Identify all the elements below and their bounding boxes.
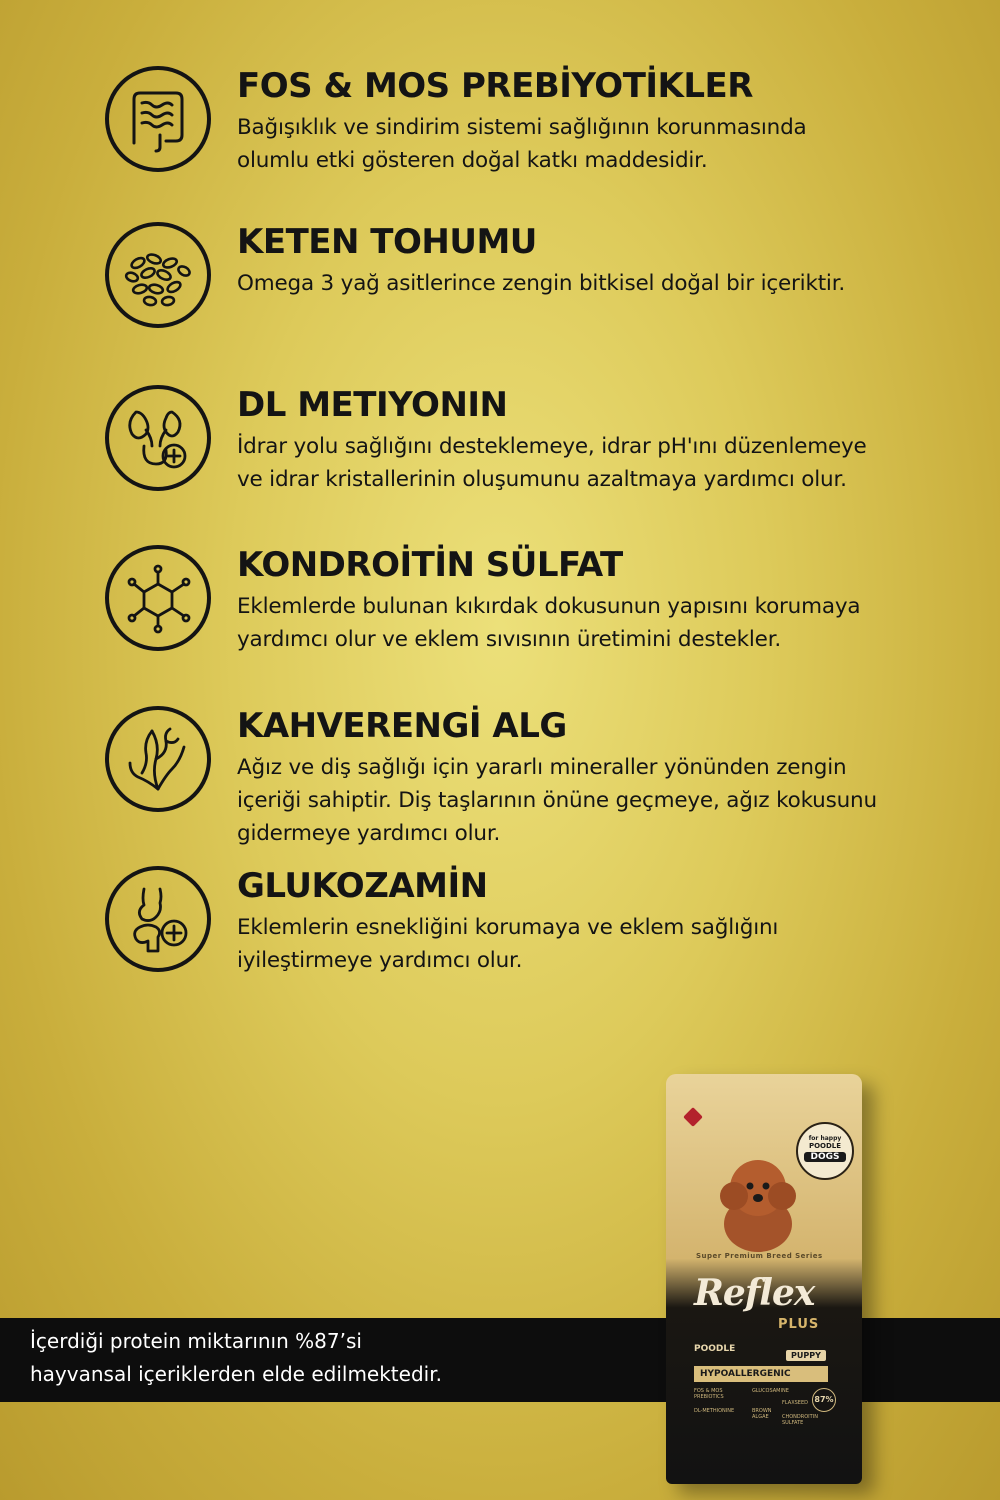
description-line: Bağışıklık ve sindirim sistemi sağlığının korunmasında — [237, 115, 807, 140]
protein-banner-text — [30, 1325, 442, 1391]
product-stage: PUPPY — [786, 1350, 826, 1361]
product-package — [666, 1074, 862, 1484]
intestine-icon — [105, 66, 211, 172]
description-line: gidermeye yardımcı olur. — [237, 821, 501, 846]
product-series: Super Premium Breed Series — [696, 1252, 823, 1260]
feature-description — [237, 911, 987, 977]
description-line: olumlu etki gösteren doğal katkı maddesidir. — [237, 148, 708, 173]
description-line: içeriği sahiptir. Diş taşlarının önüne geçmeye, ağız kokusunu — [237, 788, 877, 813]
product-variety: POODLE — [694, 1344, 736, 1354]
package-benefit: FLAXSEED — [782, 1400, 808, 1406]
description-line: Omega 3 yağ asitlerince zengin bitkisel doğal bir içeriktir. — [237, 271, 845, 296]
package-benefit: DL-METHIONINE — [694, 1408, 735, 1414]
badge-mid-text: POODLE — [808, 1142, 842, 1150]
description-line: Eklemlerin esnekliğini korumaya ve eklem sağlığını — [237, 915, 779, 940]
joint-bone-icon — [105, 866, 211, 972]
feature-description — [237, 751, 987, 850]
brand-mark-icon — [683, 1107, 703, 1127]
badge-bottom-text: DOGS — [804, 1152, 846, 1162]
feature-description — [237, 111, 987, 177]
banner-line: İçerdiği protein miktarının %87’si — [30, 1329, 362, 1353]
feature-description — [237, 267, 987, 300]
feature-title: GLUKOZAMİN — [237, 866, 488, 906]
molecule-icon — [105, 545, 211, 651]
package-benefit: FOS & MOS PREBIOTICS — [694, 1388, 724, 1400]
feature-title: KAHVERENGİ ALG — [237, 706, 567, 746]
package-benefit: GLUCOSAMINE — [752, 1388, 789, 1394]
seaweed-icon — [105, 706, 211, 812]
product-line: PLUS — [778, 1317, 820, 1332]
feature-title: KONDROİTİN SÜLFAT — [237, 545, 623, 585]
poodle-puppy-icon — [706, 1144, 810, 1254]
feature-description — [237, 590, 987, 656]
kidney-bladder-icon — [105, 385, 211, 491]
feature-title: FOS & MOS PREBİYOTİKLER — [237, 66, 753, 106]
protein-badge: 87% — [812, 1388, 836, 1412]
description-line: ve idrar kristallerinin oluşumunu azaltmaya yardımcı olur. — [237, 467, 847, 492]
badge-top-text: for happy — [808, 1135, 842, 1142]
package-benefit: CHONDROITIN SULFATE — [782, 1414, 818, 1426]
feature-description — [237, 430, 987, 496]
description-line: yardımcı olur ve eklem sıvısının üretimini destekler. — [237, 627, 781, 652]
feature-title: DL METIYONIN — [237, 385, 508, 425]
package-benefit: BROWN ALGAE — [752, 1408, 772, 1420]
description-line: iyileştirmeye yardımcı olur. — [237, 948, 523, 973]
feature-title: KETEN TOHUMU — [237, 222, 537, 262]
brand-logo: Reflex — [694, 1272, 815, 1314]
description-line: Ağız ve diş sağlığı için yararlı mineraller yönünden zengin — [237, 755, 847, 780]
banner-line: hayvansal içeriklerden elde edilmektedir. — [30, 1362, 442, 1386]
description-line: İdrar yolu sağlığını desteklemeye, idrar pH'ını düzenlemeye — [237, 434, 867, 459]
flax-seeds-icon — [105, 222, 211, 328]
description-line: Eklemlerde bulunan kıkırdak dokusunun yapısını korumaya — [237, 594, 861, 619]
product-claim: HYPOALLERGENIC — [694, 1366, 828, 1382]
